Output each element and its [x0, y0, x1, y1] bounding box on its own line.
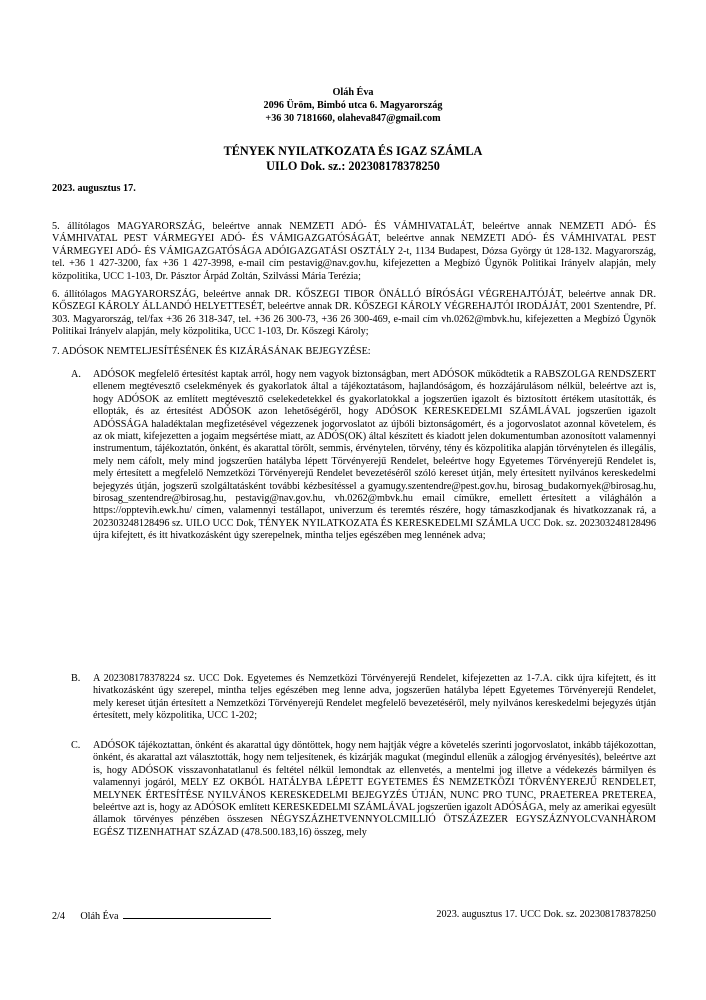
- list-item-text: ADÓSOK megfelelő értesítést kaptak arról, hogy nem vagyok biztonságban, mert ADÓSOK működtetik a RABSZOLGA RENDSZERT ellenem megtévesztő cselekmények és gyakorlatok által a tájékoztatásom, hajlandóságom, és hozzájárulásom nélkül, beleértve azt is, hogy ADÓSOK az említett megtévesztő cselekedetekkel és gyakorlatokkal a jogszerűen igazolt és biztosított értékem utasították, és ellopták, és az értesítést ADÓSOK azon lehetőségéről, hogy ADÓSOK KERESKEDELMI SZÁMLÁVAL jogszerűen igazolt ADÓSSÁGA haladéktalan megfizetésével végezzenek jogorvoslatot az újbóli biztonságomért, és a jogorvoslatot azonnal követelem, és az ok miatt, kifejezetten a jogaim megsértése miatt, az ADÓS(OK) által készített és kiadott jelen dokumentumban azonosított valamennyi instrumentum, tájékoztatón, önként, és akarattal törölt, semmis, érvénytelen, törvény, tény és közpolitika alapján törvénytelen és illegális, mely nem cáfolt, mely mind jogszerűen hatályba lépett Törvényerejű Rendelet, beleértve hogy Egyetemes Törvényerejű Rendelet is, mely értesített a megfelelő Nemzetközi Törvényerejű Rendelet bevezetéséről szóló kereset útján, mely értesített nyilvános kereskedelmi bejegyzés útján, jogszerű szolgáltatásként további kézbesítéssel a gyamugy.szentendre@pest.gov.hu, birosag_budakornyek@birosag.hu, birosag_szentendre@birosag.hu, pestavig@nav.gov.hu, vh.0262@mbvk.hu email címükre, emellett értesített a világhálón a https://opptevih.ewk.hu/ címen, valamennyi testállapot, univerzum és teremtés részére, hogy támaszkodjanak és hivatkozzanak rá, a 202303248128496 sz. UILO UCC Dok, TÉNYEK NYILATKOZATA ÉS KERESKEDELMI SZÁMLA UCC Dok. sz. 202303248128496 újra kifejtett, és itt hivatkozásként úgy szerepelnek, mintha teljes egészében meg lennének adva;: [93, 369, 656, 542]
- sender-address: 2096 Üröm, Bimbó utca 6. Magyarország: [263, 100, 443, 111]
- sender-contact: +36 30 7181660, olaheva847@gmail.com: [265, 113, 441, 124]
- paragraph-7-heading: 7. ADÓSOK NEMTELJESÍTÉSÉNEK ÉS KIZÁRÁSÁNAK BEJEGYZÉSE:: [52, 346, 371, 357]
- list-item-text: ADÓSOK tájékoztattan, önként és akarattal úgy döntöttek, hogy nem hajtják végre a követelés szerinti jogorvoslatot, inkább tájékozottan, önként, és akarattal azt választották, hogy nem teljesítenek, és kizárják magukat (megindul ellenük a zálogjog érvényesítés), beleértve azt is, hogy ADÓSOK visszavonhatatlanul és feltétel nélkül lemondtak az ellenvetés, a mentelmi jog illetve a védekezés bármilyen és valamennyi jogáról, MELY EZ OKBÓL HATÁLYBA LÉPETT EGYETEMES ÉS NEMZETKÖZI TÖRVÉNYEREJŰ RENDELET, MELYNEK ÉRTESÍTÉSE NYILVÁNOS KERESKEDELMI BEJEGYZÉS ÚTJÁN, NUNC PRO TUNC, PRAETEREA PRETEREA, beleértve azt is, hogy az ADÓSOK említett KERESKEDELMI SZÁMLÁVAL jogszerűen igazolt ADÓSÁGA, mely az amerikai egyesült államok törvényes pénzében összesen NÉGYSZÁZHETVENNYOLCMILLIÓ ÖTSZÁZEZER EGYSZÁZNYOLCVANHÁROM EGÉSZ TIZENHATHAT SZÁZAD (478.500.183,16) összeg, mely: [93, 740, 656, 838]
- signature-line: [123, 909, 271, 919]
- title-line-2: UILO Dok. sz.: 202308178378250: [266, 158, 440, 173]
- document-title: [0, 144, 706, 173]
- document-date: 2023. augusztus 17.: [52, 183, 136, 194]
- page-number: 2/4: [52, 911, 66, 922]
- title-line-1: TÉNYEK NYILATKOZATA ÉS IGAZ SZÁMLA: [223, 144, 483, 158]
- paragraph-5: 5. állítólagos MAGYARORSZÁG, beleértve annak NEMZETI ADÓ- ÉS VÁMHIVATALÁT, beleértve annak NEMZETI ADÓ- ÉS VÁMHIVATAL PEST VÁRMEGYEI ADÓ- ÉS VÁMIGAZGATÓSÁGÁT, beleértve annak NEMZETI ADÓ- ÉS VÁMHIVATAL PEST VÁRMEGYEI ADÓ- ÉS VÁMIGAZGATÓSÁGA ADÓIGAZGATÁSI OSZTÁLY 2-t, 1134 Budapest, Dózsa György út 128-132. Magyarország, tel. +36 1 427-3200, fax +36 1 427-3998, e-mail cím pestavig@nav.gov.hu, kifejezetten a Megbízó Ügynök Politikai Irányelv alapján, mely közpolitika, UCC 1-103, Dr. Pásztor Árpád Zoltán, Szilvássi Mária Terézia;: [52, 221, 656, 282]
- list-item-text: A 202308178378224 sz. UCC Dok. Egyetemes és Nemzetközi Törvényerejű Rendelet, kifejezetten az 1-7.A. cikk újra kifejtett, és itt hivatkozásként úgy szerepel, mintha teljes egészében meg lenne adva, jogszerűen hatályba lépett Egyetemes Törvényerejű Rendelet, mely kereset útján értesített a Nemzetközi Törvényerejű Rendelet megfelelő bevezetéséről, mely nyilvános kereskedelmi bejegyzés útján értesített, mely közpolitika, UCC 1-202;: [93, 673, 656, 722]
- footer-left: [52, 909, 271, 923]
- footer-document-ref: 2023. augusztus 17. UCC Dok. sz. 202308178378250: [436, 909, 656, 920]
- sender-header: [0, 86, 706, 125]
- sender-name: Oláh Éva: [332, 87, 374, 98]
- list-item-letter: C.: [71, 740, 81, 751]
- list-item-letter: B.: [71, 673, 81, 684]
- paragraph-6: 6. állítólagos MAGYARORSZÁG, beleértve annak DR. KŐSZEGI TIBOR ÖNÁLLÓ BÍRÓSÁGI VÉGREHAJTÓJÁT, beleértve annak DR. KŐSZEGI KÁROLY ÁLLANDÓ HELYETTESÉT, beleértve annak DR. KŐSZEGI KÁROLY VÉGREHAJTÓI IRODÁJÁT, 2001 Szentendre, Pf. 303. Magyarország, tel/fax +36 26 318-347, tel. +36 26 300-73, +36 26 300-469, e-mail cím vh.0262@mbvk.hu, kifejezetten a Megbízó Ügynök Politikai Irányelv alapján, mely közpolitika, UCC 1-103, Dr. Kőszegi Károly;: [52, 289, 656, 338]
- footer-signer: Oláh Éva: [80, 911, 119, 922]
- list-item-letter: A.: [71, 369, 81, 380]
